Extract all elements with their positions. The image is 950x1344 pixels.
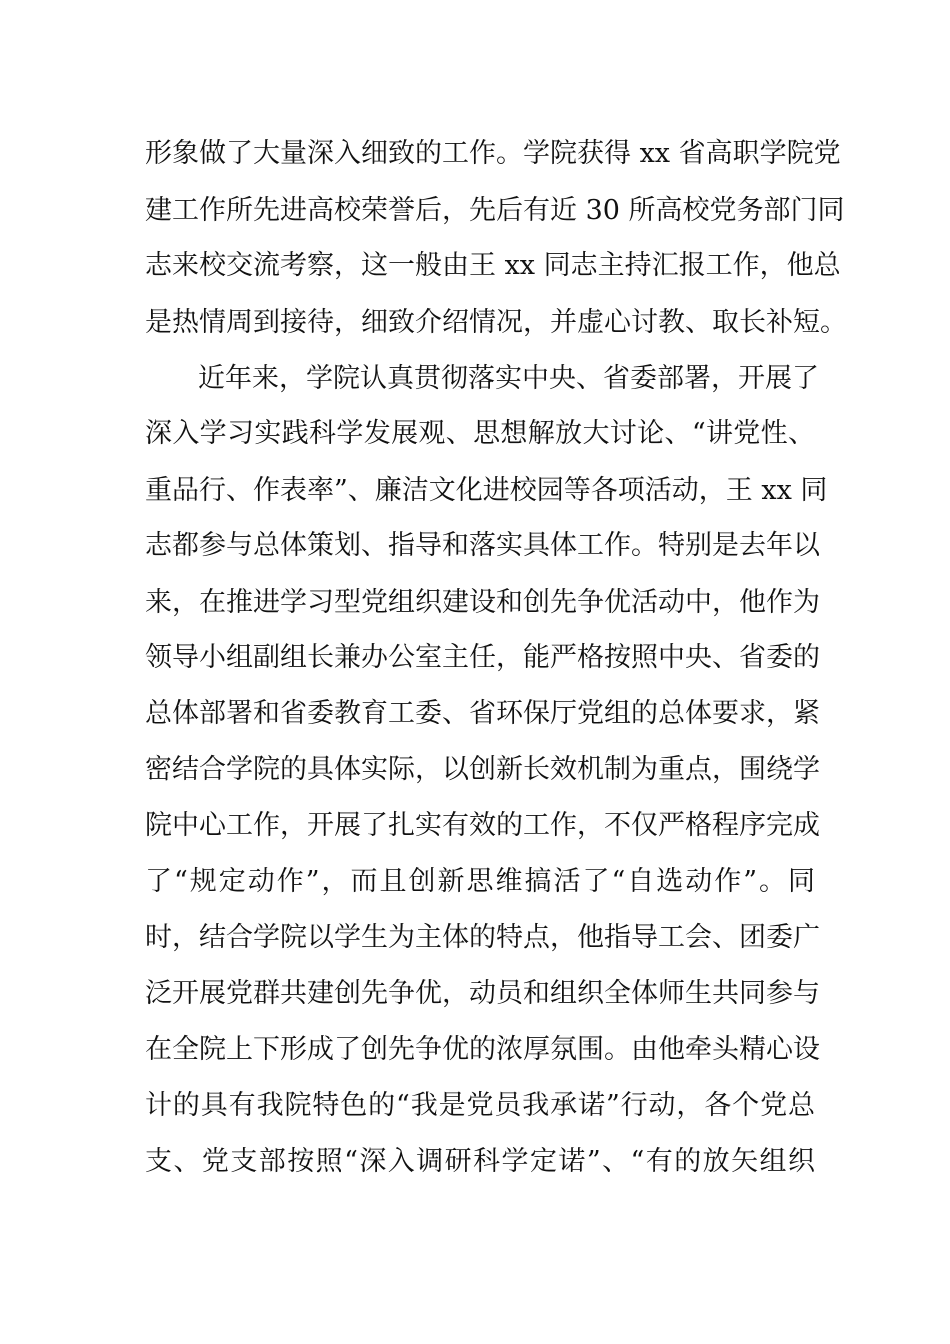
paragraph-2-line-1: 近年来，学院认真贯彻落实中央、省委部署，开展了	[198, 363, 819, 394]
paragraph-2-line-2: 深入学习实践科学发展观、思想解放大讨论、“讲党性、	[145, 418, 815, 449]
paragraph-2-line-11: 时，结合学院以学生为主体的特点，他指导工会、团委广	[145, 922, 820, 953]
paragraph-1-line-1: 形象做了大量深入细致的工作。学院获得 xx 省高职学院党	[145, 138, 841, 169]
paragraph-1-line-4: 是热情周到接待，细致介绍情况，并虚心讨教、取长补短。	[145, 307, 847, 338]
paragraph-2-line-14: 计的具有我院特色的“我是党员我承诺”行动，各个党总	[145, 1090, 815, 1121]
paragraph-2-line-9: 院中心工作，开展了扎实有效的工作，不仅严格程序完成	[145, 810, 820, 841]
paragraph-2-line-5: 来，在推进学习型党组织建设和创先争优活动中，他作为	[145, 587, 820, 618]
paragraph-2-line-12: 泛开展党群共建创先争优，动员和组织全体师生共同参与	[145, 978, 820, 1009]
paragraph-2-line-3: 重品行、作表率”、廉洁文化进校园等各项活动，王 xx 同	[145, 475, 828, 506]
paragraph-2-line-15: 支、党支部按照“深入调研科学定诺”、“有的放矢组织	[145, 1146, 815, 1177]
paragraph-1-line-3: 志来校交流考察，这一般由王 xx 同志主持汇报工作，他总	[145, 250, 841, 281]
paragraph-2-line-6: 领导小组副组长兼办公室主任，能严格按照中央、省委的	[145, 642, 820, 673]
paragraph-2-line-10: 了“规定动作”，而且创新思维搞活了“自选动作”。同	[145, 866, 815, 897]
paragraph-2-line-13: 在全院上下形成了创先争优的浓厚氛围。由他牵头精心设	[145, 1034, 820, 1065]
paragraph-2-line-7: 总体部署和省委教育工委、省环保厅党组的总体要求，紧	[145, 698, 820, 729]
paragraph-2-line-4: 志都参与总体策划、指导和落实具体工作。特别是去年以	[145, 530, 820, 561]
paragraph-2-line-8: 密结合学院的具体实际，以创新长效机制为重点，围绕学	[145, 754, 820, 785]
paragraph-1-line-2: 建工作所先进高校荣誉后，先后有近 30 所高校党务部门同	[145, 195, 845, 226]
